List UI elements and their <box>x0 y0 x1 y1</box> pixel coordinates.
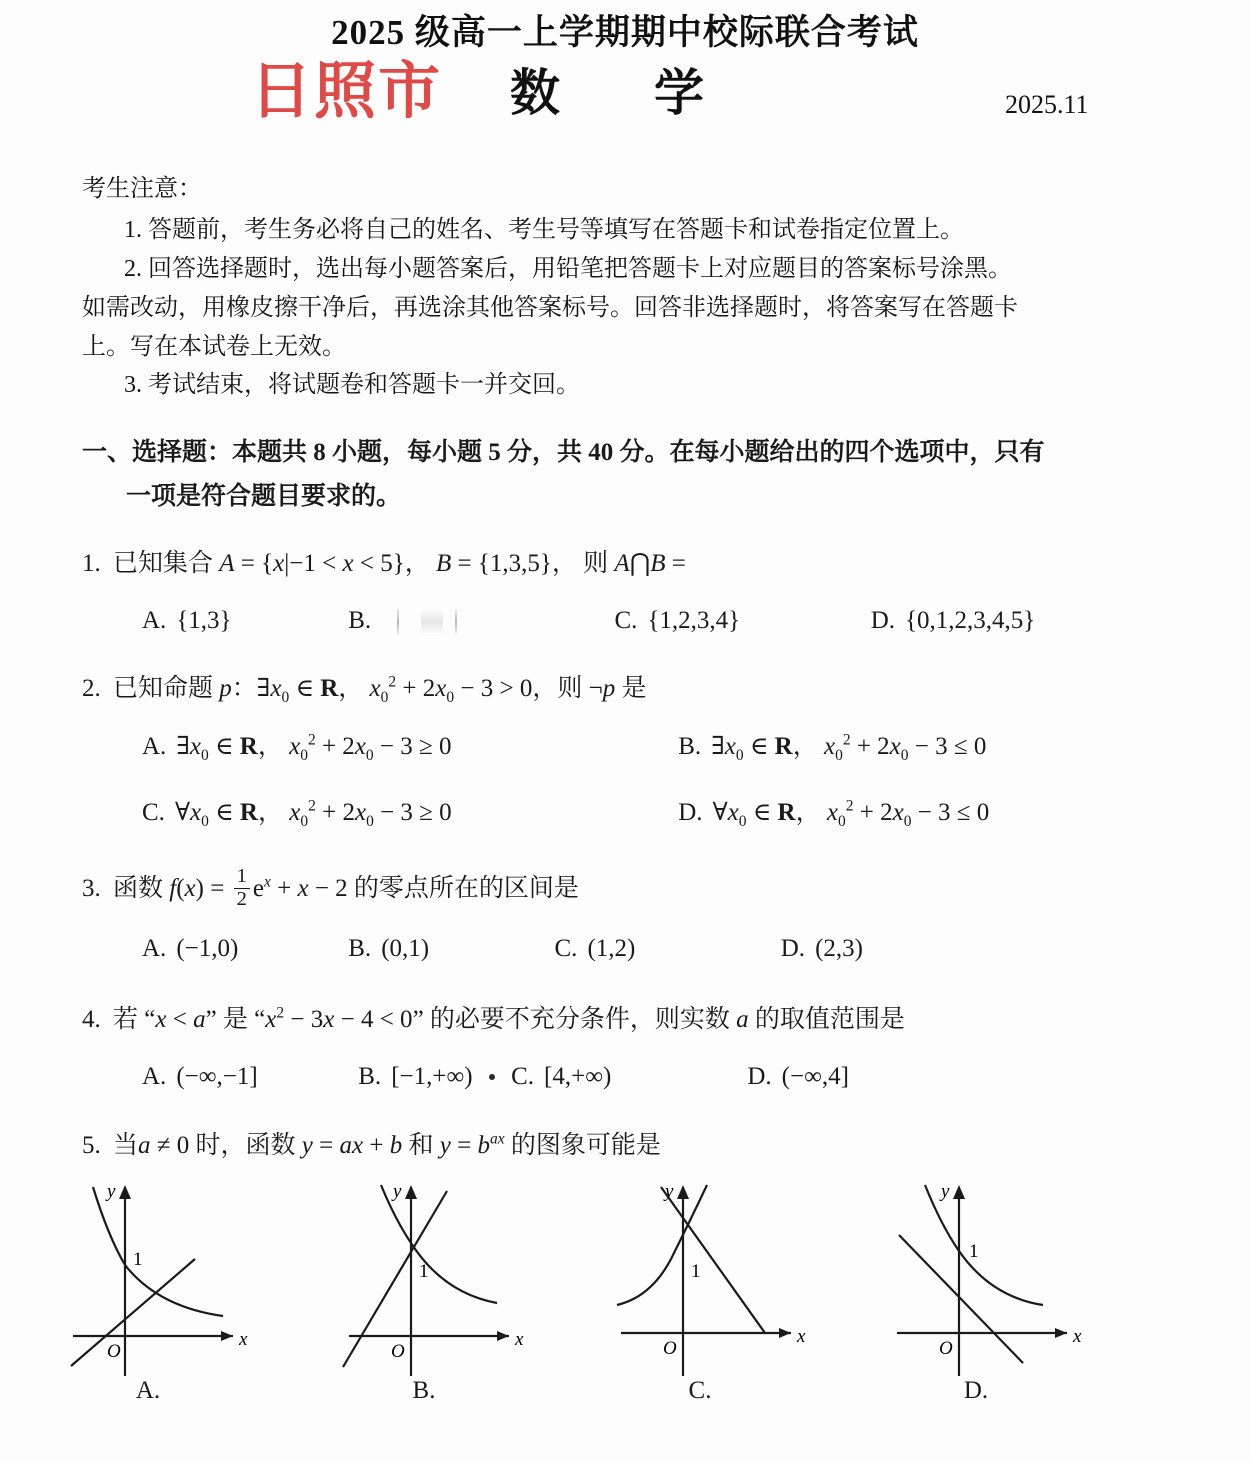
figure-a-graph <box>63 1181 293 1381</box>
y-axis-label: y <box>941 1181 950 1203</box>
question-5 <box>82 1127 1192 1166</box>
question-2-option-a[interactable] <box>142 728 672 768</box>
figure-c <box>592 1181 868 1405</box>
option-label: B. <box>678 733 702 761</box>
question-3-stem: 3. 函数 f(x) = $\frac{1}{2}$ $e^x + x - 2$ 的零点所在的区间是 <box>82 865 579 910</box>
question-4 <box>82 1001 1192 1097</box>
question-1-number: 1. <box>82 549 101 577</box>
question-4-option-c[interactable] <box>511 1058 741 1097</box>
option-label: D. <box>747 1062 772 1090</box>
question-1-option-d[interactable] <box>871 602 1036 641</box>
question-1-option-a[interactable] <box>142 602 342 641</box>
question-2-stem: 2. 已知命题 p：$\exists x_0$ ∈ R， $x_0^2 + 2x_0 - 3 > 0$，则 ¬p 是 <box>82 673 647 707</box>
question-3-option-c[interactable] <box>555 930 775 969</box>
option-text: $\forall x_0$ ∈ R， $x_0^2 + 2x_0 - 3 \le 0$ <box>712 797 990 831</box>
y-axis-arrow <box>953 1185 965 1199</box>
option-text: $\exists x_0$ ∈ R， $x_0^2 + 2x_0 - 3 \ge 0$ <box>176 731 452 765</box>
exam-title: 2025 级高一上学期期中校际联合考试 <box>331 13 919 52</box>
origin-label: O <box>939 1338 953 1360</box>
origin-label: O <box>663 1338 677 1360</box>
option-label: B. <box>348 606 372 634</box>
y-axis-arrow <box>405 1185 417 1199</box>
question-2 <box>82 670 1192 834</box>
question-4-option-d[interactable] <box>747 1058 849 1097</box>
option-label: B. <box>358 1062 382 1090</box>
y-axis-label: y <box>665 1181 674 1203</box>
notice-heading: 考生注意： <box>82 176 202 202</box>
x-axis-label: x <box>515 1329 524 1351</box>
y-axis-label: y <box>107 1181 116 1203</box>
notice-item-2: 2. 回答选择题时，选出每小题答案后，用铅笔把答题卡上对应题目的答案标号涂黑。 <box>124 255 1012 282</box>
question-1-option-c[interactable] <box>615 602 865 641</box>
option-text: $\forall x_0$ ∈ R， $x_0^2 + 2x_0 - 3 \ge 0$ <box>174 797 452 831</box>
question-1-option-b[interactable] <box>348 602 608 641</box>
question-5-stem: 5. 当a ≠ 0 时，函数 y = ax + b 和 $y = b^{ax}$ 的图象可能是 <box>82 1130 661 1159</box>
question-3-number: 3. <box>82 875 101 903</box>
candidate-notice <box>82 170 1182 405</box>
question-2-number: 2. <box>82 675 101 703</box>
question-1-stem-prefix: 已知集合 <box>113 549 214 577</box>
question-1-stem: 1. 已知集合 A = {x|−1 < x < 5}， B = {1,3,5}， 则 A⋂B = <box>82 549 686 577</box>
x-axis-label: x <box>797 1326 806 1348</box>
option-label: B. <box>348 935 372 963</box>
scan-speck <box>489 1074 495 1080</box>
figure-a-label: A. <box>135 1377 161 1405</box>
option-text: (1,2) <box>587 935 636 963</box>
exam-date: 2025.11 <box>1005 90 1089 119</box>
question-5-number: 5. <box>82 1131 101 1159</box>
x-axis-label: x <box>239 1329 248 1351</box>
option-text: (2,3) <box>815 935 863 963</box>
option-label: C. <box>511 1062 535 1090</box>
figure-c-graph <box>615 1181 845 1381</box>
option-text: (−∞,−1] <box>176 1062 258 1090</box>
x-axis-arrow <box>497 1331 509 1341</box>
question-2-options <box>82 728 1192 768</box>
option-text: (0,1) <box>381 935 430 963</box>
option-label: A. <box>142 935 167 963</box>
question-3-option-b[interactable] <box>348 930 548 969</box>
figure-d-graph <box>891 1181 1121 1381</box>
linear-curve <box>661 1187 765 1333</box>
option-text: $\exists x_0$ ∈ R， $x_0^2 + 2x_0 - 3 \le 0$ <box>711 731 987 765</box>
option-label: C. <box>142 799 165 827</box>
option-text: {0,1,2,3,4,5} <box>905 606 1036 634</box>
question-4-number: 4. <box>82 1006 101 1034</box>
option-label: A. <box>142 606 167 634</box>
question-2-options-row2 <box>82 794 1192 834</box>
question-1 <box>82 545 1192 641</box>
section-heading <box>82 431 1187 519</box>
unit-mark: 1 <box>133 1249 143 1271</box>
option-label: D. <box>678 799 703 827</box>
option-text: (−∞,4] <box>781 1062 849 1090</box>
y-axis-arrow <box>119 1185 131 1199</box>
figure-a <box>40 1181 316 1405</box>
exponential-curve <box>925 1185 1043 1305</box>
option-label: C. <box>614 606 638 634</box>
option-text: [4,+∞) <box>544 1062 612 1090</box>
y-axis-arrow <box>677 1185 689 1199</box>
notice-item-1: 1. 答题前，考生务必将自己的姓名、考生号等填写在答题卡和试卷指定位置上。 <box>124 216 964 243</box>
question-2-option-b[interactable] <box>678 728 986 768</box>
question-2-option-c[interactable] <box>142 794 672 834</box>
question-4-options <box>82 1058 1192 1097</box>
y-axis-label: y <box>393 1181 402 1203</box>
option-label: A. <box>142 1062 167 1090</box>
question-3-stem-suffix: 的零点所在的区间是 <box>353 875 579 903</box>
origin-label: O <box>391 1341 405 1363</box>
x-axis-arrow <box>221 1331 233 1341</box>
notice-item-2-cont-a: 如需改动，用橡皮擦干净后，再选涂其他答案标号。回答非选择题时，将答案写在答题卡 <box>82 294 1018 321</box>
unit-mark: 1 <box>969 1241 979 1263</box>
figure-d-label: D. <box>963 1377 989 1405</box>
question-3-options <box>82 930 1192 969</box>
question-3 <box>82 865 1192 969</box>
option-text: {1,3} <box>176 606 232 634</box>
one-half-fraction: $\frac{1}{2}$ <box>234 866 250 910</box>
faded-scan-artifact <box>381 607 499 637</box>
option-label: A. <box>142 733 167 761</box>
x-axis-arrow <box>1055 1328 1067 1338</box>
figure-c-label: C. <box>688 1377 712 1405</box>
option-text: [−1,+∞) <box>391 1062 473 1090</box>
notice-item-3: 3. 考试结束，将试题卷和答题卡一并交回。 <box>124 372 580 399</box>
question-4-option-a[interactable] <box>142 1058 352 1097</box>
question-3-option-d[interactable] <box>781 930 863 969</box>
option-text: {1,2,3,4} <box>647 606 741 634</box>
figure-d <box>868 1181 1144 1405</box>
x-axis-arrow <box>779 1328 791 1338</box>
unit-mark: 1 <box>419 1261 429 1283</box>
header-row <box>0 54 1250 148</box>
question-4-option-b[interactable] <box>358 1058 472 1097</box>
question-3-stem-prefix: 函数 <box>113 875 164 903</box>
city-stamp: 日照市 <box>250 54 443 127</box>
unit-mark: 1 <box>691 1261 701 1283</box>
figure-b <box>316 1181 592 1405</box>
option-label: D. <box>780 935 806 963</box>
exponential-curve <box>617 1185 707 1305</box>
figure-b-label: B. <box>412 1377 436 1405</box>
notice-item-2-cont-b: 上。写在本试卷上无效。 <box>82 333 346 360</box>
exponential-curve <box>93 1187 223 1316</box>
section-heading-line2: 一项是符合题目要求的。 <box>126 483 402 510</box>
question-1-options <box>82 602 1192 641</box>
origin-label: O <box>107 1341 121 1363</box>
option-text: (−1,0) <box>176 935 239 963</box>
subject-title: 数 学 <box>510 65 726 121</box>
option-label: C. <box>554 935 578 963</box>
figure-b-graph <box>339 1181 569 1381</box>
question-4-stem: 4. 若 “x < a” 是 “$x^2 - 3x - 4 < 0$” 的必要不充分条件，则实数 a 的取值范围是 <box>82 1004 905 1034</box>
section-heading-line1: 一、选择题：本题共 8 小题，每小题 5 分，共 40 分。在每小题给出的四个选项中，只有 <box>82 439 1045 467</box>
question-5-figures <box>40 1181 1210 1405</box>
question-2-option-d[interactable] <box>678 794 989 834</box>
option-label: D. <box>870 606 896 634</box>
question-3-option-a[interactable] <box>142 930 342 969</box>
x-axis-label: x <box>1073 1326 1082 1348</box>
